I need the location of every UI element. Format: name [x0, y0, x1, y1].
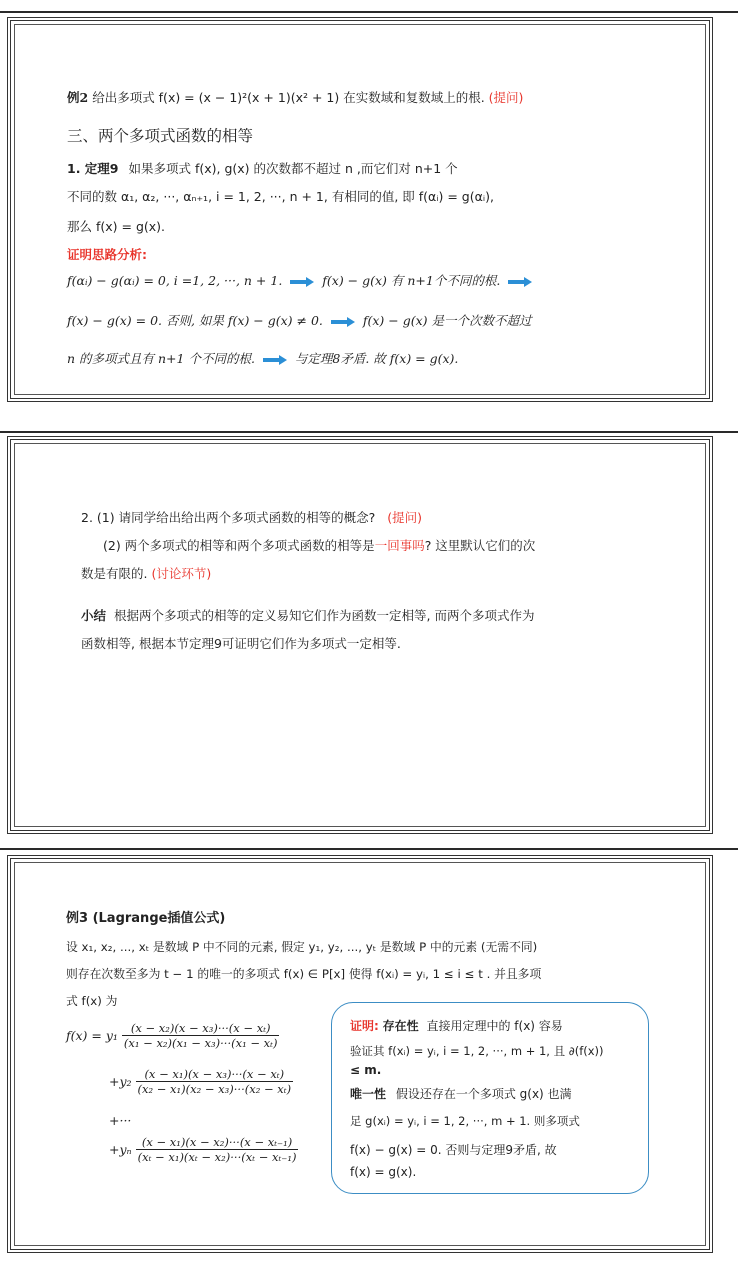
slide-separator — [0, 848, 738, 850]
fraction: $\frac{\text{(x − x₁)(x − x₃)···(x − xₜ)}}{\text{(x₂ − x₁)(x₂ − x₃)···(x₂ − xₜ)}}$ — [137, 1067, 292, 1096]
lagrange-term-1: f(x) = y₁ $\frac{\text{(x − x₂)(x − x₃)···(x − xₜ)}}{\text{(x₁ − x₂)(x₁ − x₃)···(x₁ − xₜ)}}$ — [66, 1021, 278, 1050]
example-3-line-3: 式 f(x) 为 — [66, 994, 118, 1008]
slide-separator — [0, 431, 738, 433]
example-3-line-1: 设 x₁, x₂, ..., xₜ 是数域 P 中不同的元素, 假定 y₁, y₂, ..., yₜ 是数域 P 中的元素 (无需不同) — [66, 940, 538, 954]
proof-uniqueness-line-2: 足 g(xᵢ) = yᵢ, i = 1, 2, ···, m + 1. 则多项式 — [350, 1114, 580, 1128]
slide-1 — [7, 17, 713, 402]
example-2-line — [67, 88, 523, 106]
proof-existence-line-1: 证明: 存在性 直接用定理中的 f(x) 容易 — [350, 1019, 563, 1033]
example-3-line-2: 则存在次数至多为 t − 1 的唯一的多项式 f(x) ∈ P[x] 使得 f(xᵢ) = yᵢ, 1 ≤ i ≤ t . 并且多项 — [66, 967, 542, 981]
lagrange-dots: +··· — [109, 1113, 132, 1128]
example-text: 给出多项式 f(x) = (x − 1)²(x + 1)(x² + 1) 在实数域和复数域上的根. — [92, 90, 485, 105]
theorem-label: 1. 定理9 — [67, 161, 119, 176]
example-label: 例2 — [67, 90, 89, 105]
highlight-text: 一回事吗 — [374, 538, 425, 553]
discussion-tag: (讨论环节) — [151, 566, 212, 581]
question-2-line-1: (2) 两个多项式的相等和两个多项式函数的相等是一回事吗? 这里默认它们的次 — [103, 538, 536, 553]
proof-line-2: f(x) − g(x) = 0. 否则, 如果 f(x) − g(x) ≠ 0. f(x) − g(x) 是一个次数不超过 — [67, 313, 532, 328]
fraction: $\frac{\text{(x − x₂)(x − x₃)···(x − xₜ)}}{\text{(x₁ − x₂)(x₁ − x₃)···(x₁ − xₜ)}}$ — [123, 1021, 278, 1050]
lagrange-term-n: +yₙ $\frac{\text{(x − x₁)(x − x₂)···(x − xₜ₋₁)}}{\text{(xₜ − x₁)(xₜ − x₂)···(xₜ − xₜ₋₁)}}$ — [109, 1135, 297, 1164]
theorem-line-3: 那么 f(x) = g(x). — [67, 219, 166, 234]
summary-label: 小结 — [81, 608, 107, 623]
proof-uniqueness-line-1: 唯一性 假设还存在一个多项式 g(x) 也满 — [350, 1087, 572, 1101]
fraction: $\frac{\text{(x − x₁)(x − x₂)···(x − xₜ₋₁)}}{\text{(xₜ − x₁)(xₜ − x₂)···(xₜ − xₜ₋₁)}}$ — [137, 1135, 297, 1164]
section-title: 三、两个多项式函数的相等 — [67, 127, 254, 145]
uniqueness-label: 唯一性 — [350, 1087, 387, 1101]
proof-callout — [331, 1002, 649, 1194]
question-1: 2. (1) 请同学给出给出两个多项式函数的相等的概念? (提问) — [81, 510, 422, 525]
slide-separator — [0, 11, 738, 13]
proof-idea-title: 证明思路分析: — [67, 247, 147, 262]
right-arrow-icon — [263, 355, 287, 365]
question-tag: (提问) — [488, 90, 524, 105]
slide-3 — [7, 855, 713, 1253]
right-arrow-icon — [331, 317, 355, 327]
theorem-line-1 — [67, 159, 458, 177]
proof-existence-line-3: ≤ m. — [350, 1063, 382, 1077]
proof-line-3: n 的多项式且有 n+1 个不同的根. 与定理8矛盾. 故 f(x) = g(x). — [67, 351, 459, 366]
theorem-text: 如果多项式 f(x), g(x) 的次数都不超过 n ,而它们对 n+1 个 — [128, 161, 458, 176]
right-arrow-icon — [508, 277, 532, 287]
summary-line-2: 函数相等, 根据本节定理9可证明它们作为多项式一定相等. — [81, 636, 401, 651]
proof-uniqueness-line-3: f(x) − g(x) = 0. 否则与定理9矛盾, 故 — [350, 1143, 557, 1157]
right-arrow-icon — [290, 277, 314, 287]
proof-label: 证明: — [350, 1019, 379, 1033]
theorem-line-2: 不同的数 α₁, α₂, ···, αₙ₊₁, i = 1, 2, ···, n + 1, 有相同的值, 即 f(αᵢ) = g(αᵢ), — [67, 189, 494, 204]
slide-2 — [7, 436, 713, 834]
existence-label: 存在性 — [382, 1019, 419, 1033]
summary-line-1: 小结 根据两个多项式的相等的定义易知它们作为函数一定相等, 而两个多项式作为 — [81, 608, 535, 623]
proof-uniqueness-line-4: f(x) = g(x). — [350, 1165, 417, 1179]
question-2-line-2: 数是有限的. (讨论环节) — [81, 566, 212, 581]
question-tag: (提问) — [387, 510, 422, 525]
proof-line-1: f(αᵢ) − g(αᵢ) = 0, i =1, 2, ···, n + 1. f(x) − g(x) 有 n+1个不同的根. — [67, 271, 536, 289]
lagrange-term-2: +y₂ $\frac{\text{(x − x₁)(x − x₃)···(x − xₜ)}}{\text{(x₂ − x₁)(x₂ − x₃)···(x₂ − xₜ)}}$ — [109, 1067, 292, 1096]
proof-existence-line-2: 验证其 f(xᵢ) = yᵢ, i = 1, 2, ···, m + 1, 且 ∂(f(x)) — [350, 1044, 604, 1058]
example-3-title: 例3 (Lagrange插值公式) — [66, 911, 226, 926]
